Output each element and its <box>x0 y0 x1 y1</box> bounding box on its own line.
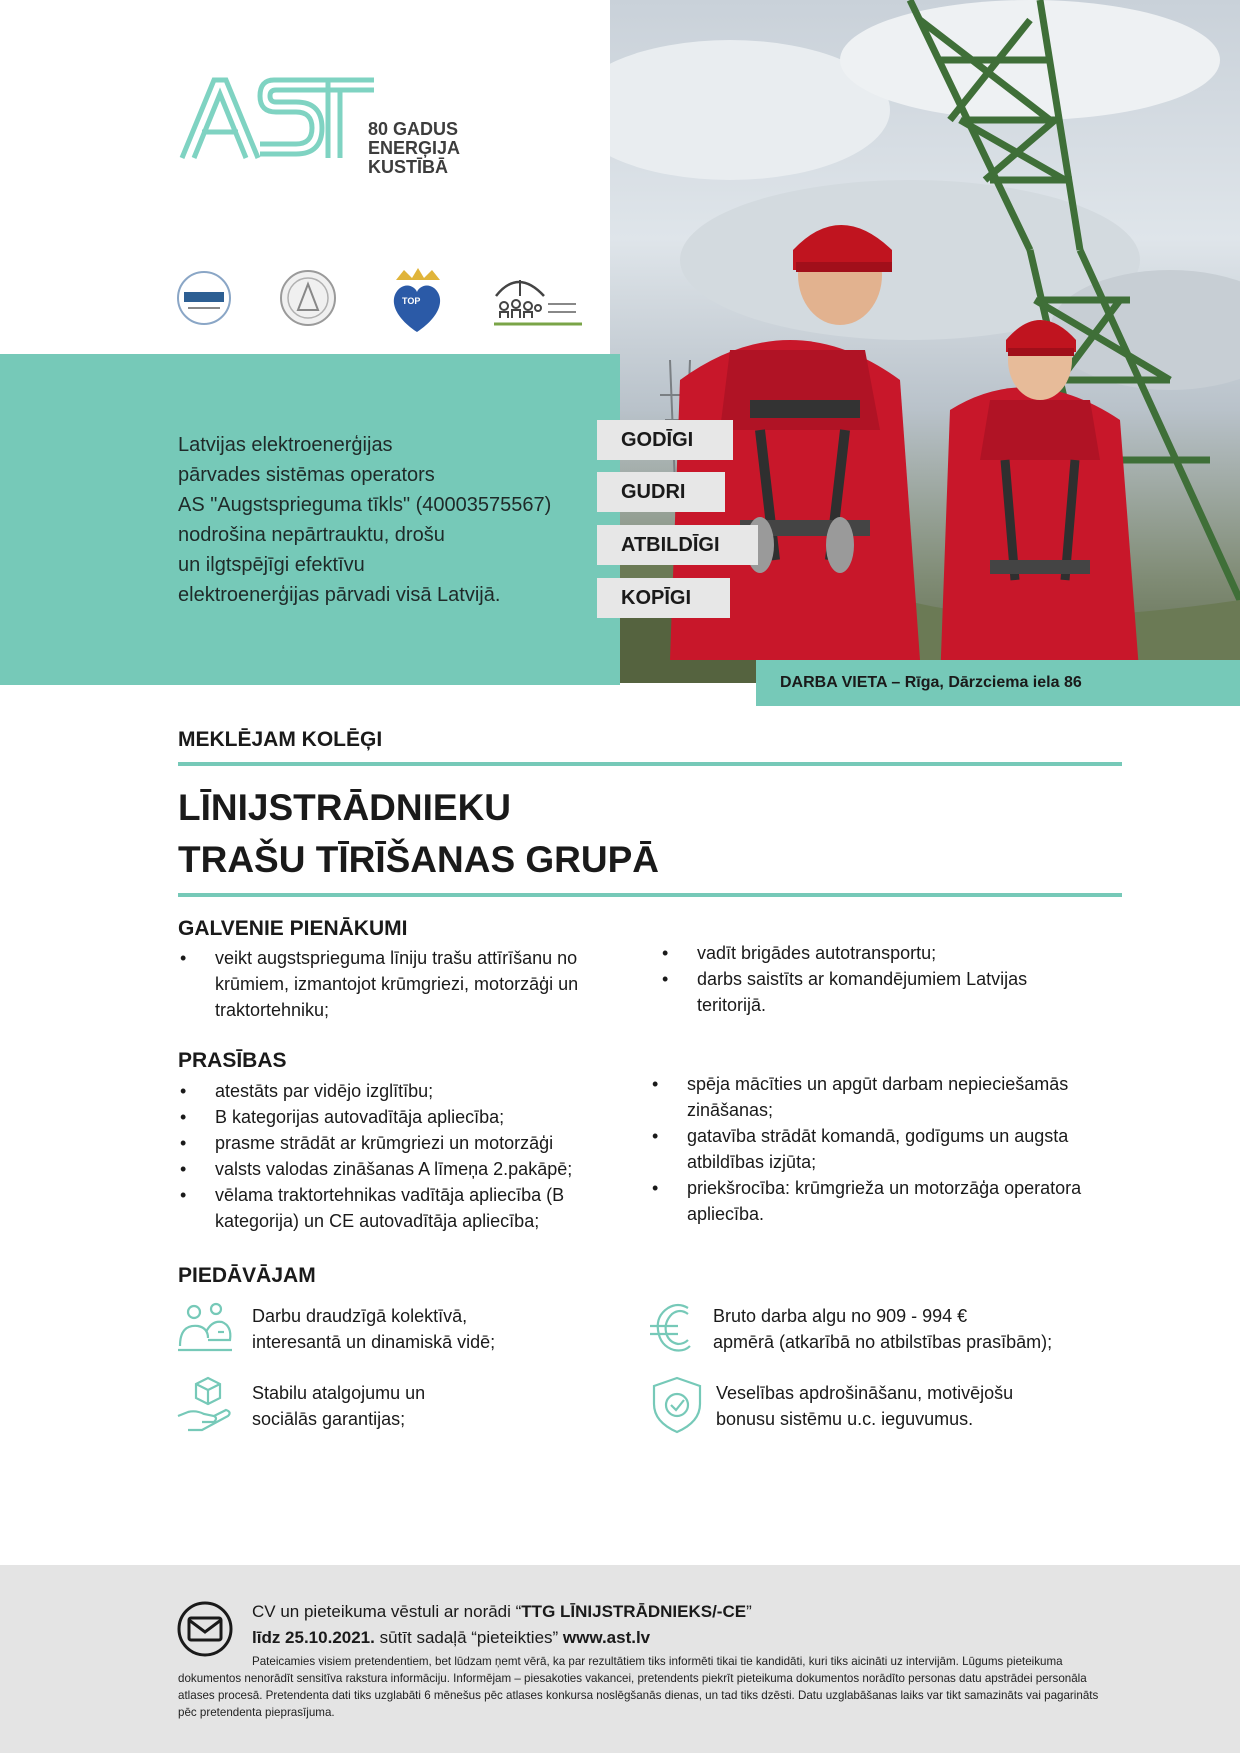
list-item <box>178 945 638 1023</box>
intro-line: pārvades sistēmas operators <box>178 464 435 486</box>
value-tag-together: KOPĪGI <box>597 578 730 618</box>
logo-tagline-line: 80 GADUS <box>368 119 459 139</box>
legal-text: Pateicamies visiem pretendentiem, bet lūdzam ņemt vērā, ka par rezultātiem tiks informēti tikai tie kandidāti, kuri tiks aicināti uz intervijām. Lūgums pieteikuma dokumentos nenorādīt sensitīva rakstura informāciju. Informējam – piesakoties vakancei, pretendents piekrīt pieteikuma dokumentos norādīto personas datu apstrādei personāla atlases procesā. Pretendenta dati tiks uzglabāti 6 mēnešus pēc atlases konkursa noslēgšanās dienas, un tad tiks dzēsti. Datu uzglabāšanas laiks var tikt samazināts vai pagarināts pēc pretendenta pieprasījuma. <box>178 1655 1099 1719</box>
list-item <box>660 940 1090 966</box>
offer-item-line: Bruto darba algu no 909 - 994 € <box>713 1306 968 1326</box>
apply-text: ” <box>746 1602 752 1621</box>
intro-line: un ilgtspējīgi efektīvu <box>178 554 365 576</box>
list-item <box>650 1123 1110 1175</box>
list-item-line: • spēja mācīties un apgūt darbam nepieciešamās <box>687 1074 1069 1094</box>
ast-logo <box>178 74 478 184</box>
apply-website-link[interactable]: www.ast.lv <box>562 1628 651 1647</box>
offer-item <box>713 1303 1052 1355</box>
list-item-line: teritorijā. <box>697 995 767 1015</box>
company-intro <box>178 430 598 610</box>
offer-item-line: interesantā un dinamiskā vidē; <box>252 1332 496 1352</box>
offer-item-line: Stabilu atalgojumu un <box>252 1383 426 1403</box>
list-item <box>178 1078 638 1104</box>
list-item-line: • darbs saistīts ar komandējumiem Latvijas <box>697 969 1028 989</box>
offer-item-line: apmērā (atkarībā no atbilstības prasībām); <box>713 1332 1053 1352</box>
list-item <box>650 1071 1110 1123</box>
list-item-line: • B kategorijas autovadītāja apliecība; <box>215 1107 505 1127</box>
list-item-line: • atestāts par vidējo izglītību; <box>215 1081 434 1101</box>
apply-deadline: līdz 25.10.2021. <box>252 1628 375 1647</box>
value-tag-smart: GUDRI <box>597 472 725 512</box>
list-item-line: • gatavība strādāt komandā, godīgums un augsta <box>687 1126 1069 1146</box>
workplace-label: DARBA VIETA – Rīga, Dārzciema iela 86 <box>756 660 1240 706</box>
shield-check-icon <box>648 1376 706 1434</box>
offer-heading: PIEDĀVĀJAM <box>178 1264 316 1287</box>
list-item-line: traktortehniku; <box>215 1000 330 1020</box>
divider <box>178 762 1122 766</box>
requirements-list-left <box>178 1078 638 1234</box>
application-instructions <box>252 1599 752 1651</box>
apply-text: sūtīt sadaļā “pieteikties” <box>374 1628 563 1647</box>
offer-item-line: bonusu sistēmu u.c. ieguvumus. <box>716 1409 974 1429</box>
offer-item-line: sociālās garantijas; <box>252 1409 406 1429</box>
requirements-list-right <box>650 1071 1110 1227</box>
duties-list-right <box>660 940 1090 1018</box>
top-employer-badge-icon <box>386 266 448 336</box>
list-item <box>178 1182 638 1234</box>
euro-icon <box>648 1300 706 1358</box>
job-title-line: TRAŠU TĪRĪŠANAS GRUPĀ <box>178 839 660 880</box>
list-item-line: atbildības izjūta; <box>687 1152 817 1172</box>
offer-item-line: Darbu draudzīgā kolektīvā, <box>252 1306 468 1326</box>
logo-tagline-line: ENERĢIJA <box>368 138 461 158</box>
value-tag-responsible: ATBILDĪGI <box>597 525 758 565</box>
list-item-line: • veikt augstsprieguma līniju trašu attīrīšanu no <box>215 948 578 968</box>
list-item-line: • prasme strādāt ar krūmgriezi un motorzāģi <box>215 1133 554 1153</box>
intro-line: AS "Augstsprieguma tīkls" (40003575567) <box>178 494 552 516</box>
logo-tagline-line: KUSTĪBĀ <box>368 157 448 177</box>
team-people-icon <box>176 1300 234 1358</box>
offer-item-line: Veselības apdrošināšanu, motivējošu <box>716 1383 1014 1403</box>
offer-item <box>716 1380 1013 1432</box>
offer-item <box>252 1380 425 1432</box>
list-item-line: • vēlama traktortehnikas vadītāja apliecība (B <box>215 1185 565 1205</box>
family-umbrella-icon <box>490 266 586 330</box>
apply-line-2 <box>252 1625 752 1651</box>
list-item <box>178 1104 638 1130</box>
duties-heading: GALVENIE PIENĀKUMI <box>178 917 408 940</box>
legal-notice <box>178 1653 1108 1721</box>
seeking-label: MEKLĒJAM KOLĒĢI <box>178 728 383 751</box>
apply-line-1 <box>252 1599 752 1625</box>
list-item-line: kategorija) un CE autovadītāja apliecība; <box>215 1211 540 1231</box>
mail-icon <box>176 1600 234 1658</box>
quality-seal-icon <box>176 266 232 330</box>
value-tag-honest: GODĪGI <box>597 420 733 460</box>
intro-line: elektroenerģijas pārvadi visā Latvijā. <box>178 584 501 606</box>
apply-reference: TTG LĪNIJSTRĀDNIEKS/-CE <box>521 1602 747 1621</box>
duties-list-left <box>178 945 638 1023</box>
apply-text: CV un pieteikuma vēstuli ar norādi “ <box>252 1602 522 1621</box>
list-item-line: • valsts valodas zināšanas A līmeņa 2.pakāpē; <box>215 1159 573 1179</box>
intro-line: Latvijas elektroenerģijas <box>178 434 393 456</box>
divider <box>178 893 1122 897</box>
job-title-line: LĪNIJSTRĀDNIEKU <box>178 787 512 828</box>
list-item-line: • vadīt brigādes autotransportu; <box>697 943 937 963</box>
offer-item <box>252 1303 495 1355</box>
list-item-line: apliecība. <box>687 1204 765 1224</box>
intro-line: nodrošina nepārtrauktu, drošu <box>178 524 445 546</box>
list-item-line: krūmiem, izmantojot krūmgriezi, motorzāģi un <box>215 974 579 994</box>
job-title <box>178 782 659 886</box>
list-item <box>178 1156 638 1182</box>
svg-text:TOP: TOP <box>402 296 421 306</box>
hand-box-icon <box>176 1376 234 1434</box>
list-item <box>178 1130 638 1156</box>
list-item <box>650 1175 1110 1227</box>
list-item <box>660 966 1090 1018</box>
list-item-line: • priekšrocība: krūmgrieža un motorzāģa operatora <box>687 1178 1082 1198</box>
list-item-line: zināšanas; <box>687 1100 774 1120</box>
certification-seal-icon <box>278 266 338 330</box>
requirements-heading: PRASĪBAS <box>178 1049 287 1072</box>
certification-badges <box>176 266 596 336</box>
logo-tagline <box>368 120 460 177</box>
